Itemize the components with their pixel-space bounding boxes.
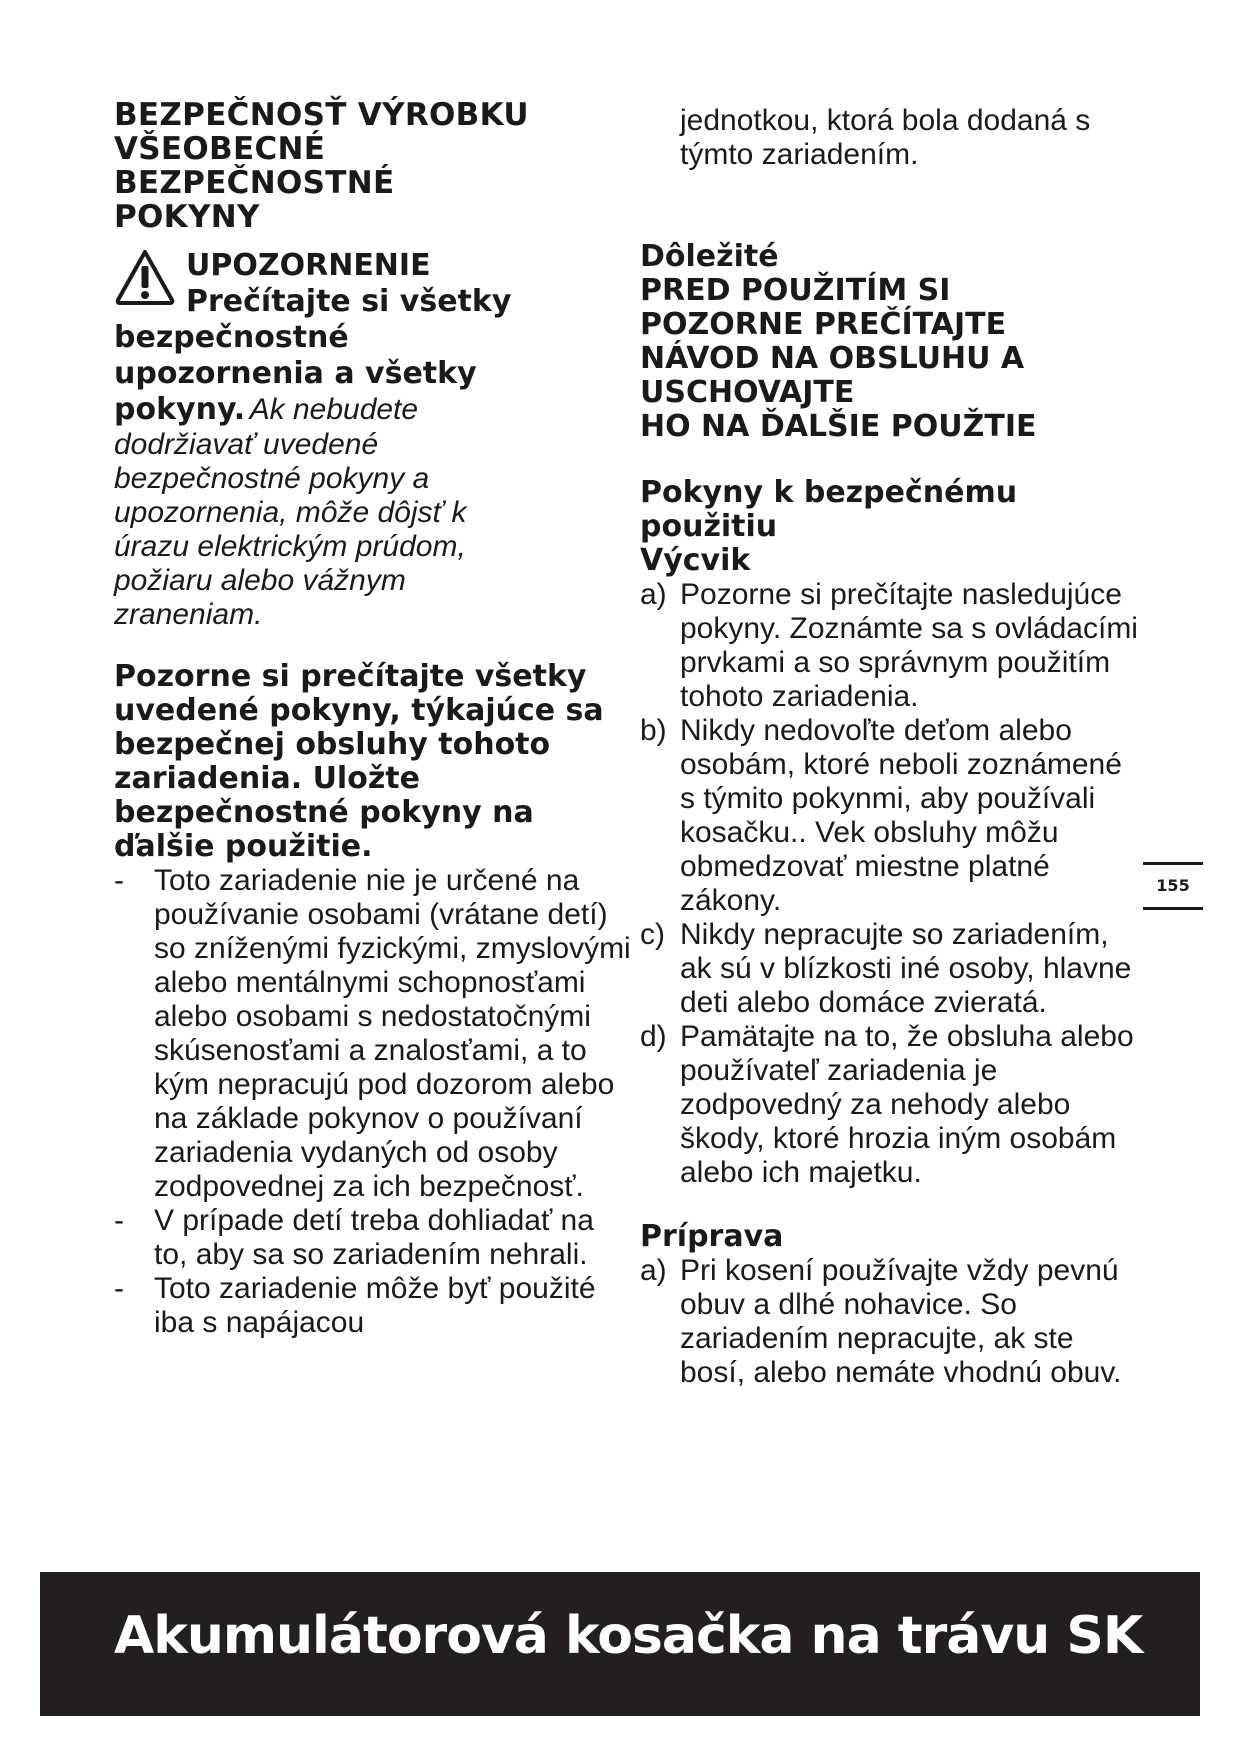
warning-triangle-icon <box>114 248 176 306</box>
prep-heading: Príprava <box>640 1219 784 1254</box>
item-marker: d) <box>640 1020 667 1053</box>
page-number-rule-top <box>1143 862 1203 865</box>
important-line: POZORNE PREČÍTAJTE <box>640 307 1007 342</box>
heading-line: POKYNY <box>114 199 260 235</box>
important-line: PRED POUŽITÍM SI <box>640 273 951 308</box>
list-item <box>114 1272 634 1340</box>
dash-list <box>114 864 634 1340</box>
safe-use-heading: Pokyny k bezpečnému použitiu <box>640 475 1018 544</box>
list-item-text: V prípade detí treba dohliadať na to, aby sa so zariadením nehrali. <box>154 1204 594 1271</box>
list-item-text: Toto zariadenie môže byť použité iba s napájacou <box>154 1272 596 1339</box>
warning-bold-text: bezpečnostné upozornenia a všetky pokyny. <box>114 320 477 427</box>
page-number-rule-bottom <box>1143 907 1203 910</box>
list-item-text: Nikdy nedovoľte deťom alebo osobám, ktoré neboli zoznámené s týmito pokynmi, aby používali kosačku.. Vek obsluhy môžu obmedzovať miestne platné zákony. <box>680 714 1122 917</box>
important-label: Dôležité <box>640 239 779 274</box>
warning-italic-text: Ak nebudete dodržiavať uvedené bezpečnostné pokyny a upozornenia, môže dôjsť k úrazu elektrickým prúdom, požiaru alebo vážnym zraneniam. <box>114 393 467 631</box>
important-block <box>640 240 1140 444</box>
list-item <box>114 1204 634 1272</box>
list-item-text: Toto zariadenie nie je určené na používanie osobami (vrátane detí) so zníženými fyzickými, zmyslovými alebo mentálnymi schopnosťami alebo osobami s nedostatočnými skúsenosťami a znalosťami, a to kým nepracujú pod dozorom alebo na základe pokynov o používaní zariadenia vydaných od osoby zodpovednej za ich bezpečnosť. <box>154 864 631 1203</box>
item-marker: c) <box>640 918 665 951</box>
item-marker: a) <box>640 578 667 611</box>
important-line: NÁVOD NA OBSLUHU A <box>640 341 1025 376</box>
important-text <box>640 274 1140 444</box>
warning-first-line: Prečítajte si všetky <box>186 284 512 319</box>
list-item-text: Pri kosení používajte vždy pevnú obuv a dlhé nohavice. So zariadením nepracujte, ak ste bosí, alebo nemáte vhodnú obuv. <box>680 1254 1122 1389</box>
list-item <box>640 918 1140 1020</box>
right-column <box>640 104 1140 1390</box>
prep-list <box>640 1254 1140 1390</box>
list-item <box>640 578 1140 714</box>
important-line: USCHOVAJTE <box>640 375 855 410</box>
warning-block <box>114 248 634 320</box>
list-item <box>114 864 634 1204</box>
read-instructions-para: Pozorne si prečítajte všetky uvedené pokyny, týkajúce sa bezpečnej obsluhy tohoto zariadenia. Uložte bezpečnostné pokyny na ďalšie použitie. <box>114 659 604 864</box>
footer-title: Akumulátorová kosačka na trávu SK <box>114 1606 1143 1666</box>
continuation-text: jednotkou, ktorá bola dodaná s týmto zariadením. <box>680 104 1091 171</box>
list-item-text: Pamätajte na to, že obsluha alebo používateľ zariadenia je zodpovedný za nehody alebo škody, ktoré hrozia iným osobám alebo ich majetku. <box>680 1020 1134 1189</box>
left-column <box>114 98 634 1340</box>
important-line: HO NA ĎALŠIE POUŽTIE <box>640 409 1037 444</box>
heading-line: BEZPEČNOSŤ VÝROBKU <box>114 97 529 133</box>
warning-text <box>114 320 534 632</box>
dash-marker: - <box>114 864 124 897</box>
list-item <box>640 714 1140 918</box>
warning-heading <box>186 248 511 320</box>
heading-line: VŠEOBECNÉ <box>114 131 326 167</box>
dash-marker: - <box>114 1204 124 1237</box>
list-item-text: Nikdy nepracujte so zariadením, ak sú v blízkosti iné osoby, hlavne deti alebo domáce zvieratá. <box>680 918 1132 1019</box>
page-number: 155 <box>1156 876 1190 895</box>
heading-line: BEZPEČNOSTNÉ <box>114 165 395 201</box>
page-number-box <box>1143 862 1203 910</box>
list-item-text: Pozorne si prečítajte nasledujúce pokyny. Zoznámte sa s ovládacími prvkami a so správnym použitím tohoto zariadenia. <box>680 578 1138 713</box>
list-item <box>640 1020 1140 1190</box>
dash-marker: - <box>114 1272 124 1305</box>
training-list <box>640 578 1140 1190</box>
footer-banner <box>40 1572 1200 1716</box>
item-marker: a) <box>640 1254 667 1287</box>
section-heading <box>114 98 634 234</box>
training-heading: Výcvik <box>640 543 751 578</box>
warning-title: UPOZORNENIE <box>186 248 431 283</box>
item-marker: b) <box>640 714 667 747</box>
list-item <box>640 1254 1140 1390</box>
